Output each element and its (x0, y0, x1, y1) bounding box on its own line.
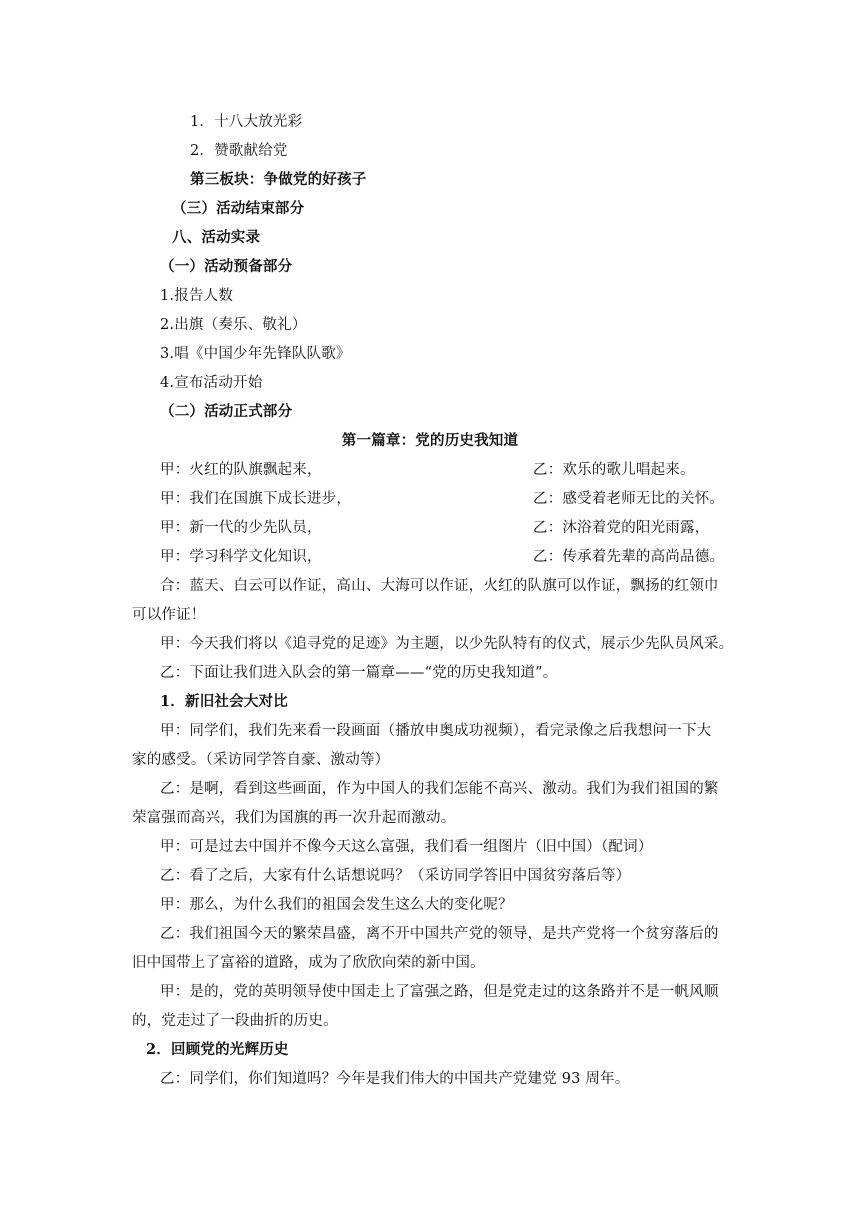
part-heading: （二）活动正式部分 (160, 403, 293, 420)
subsection-heading: 2．回顾党的光辉历史 (146, 1041, 289, 1058)
paragraph-line: 乙：同学们，你们知道吗？今年是我们伟大的中国共产党建党 93 周年。 (160, 1071, 630, 1087)
chapter-title: 第一篇章：党的历史我知道 (341, 432, 519, 449)
list-item: 1.报告人数 (160, 288, 234, 304)
paragraph-line: 可以作证！ (132, 607, 206, 623)
dialog-right: 乙：感受着老师无比的关怀。 (533, 491, 725, 507)
list-item: 2．赞歌献给党 (190, 143, 288, 159)
dialog-left: 甲：火红的队旗飘起来， (160, 462, 322, 478)
paragraph-line: 乙：下面让我们进入队会的第一篇章——“党的历史我知道”。 (160, 665, 558, 681)
paragraph-line: 家的感受。（采访同学答自豪、激动等） (132, 752, 390, 768)
paragraph-line: 甲：今天我们将以《追寻党的足迹》为主题，以少先队特有的仪式，展示少先队员风采。 (160, 636, 734, 652)
subsection-heading: 1．新旧社会大对比 (160, 693, 288, 710)
dialog-row (160, 518, 720, 538)
list-item: 3.唱《中国少年先锋队队歌》 (160, 346, 351, 362)
paragraph-line: 乙：是啊，看到这些画面，作为中国人的我们怎能不高兴、激动。我们为我们祖国的繁 (160, 781, 719, 797)
chapter-heading: 八、活动实录 (172, 229, 261, 246)
paragraph-line: 乙：看了之后，大家有什么话想说吗？（采访同学答旧中国贫穷落后等） (160, 868, 631, 884)
dialog-left: 甲：新一代的少先队员， (160, 520, 322, 536)
paragraph-line: 合：蓝天、白云可以作证，高山、大海可以作证，火红的队旗可以作证，飘扬的红领巾 (160, 578, 719, 594)
list-item: 1．十八大放光彩 (190, 114, 303, 130)
dialog-left: 甲：我们在国旗下成长进步， (160, 491, 352, 507)
dialog-left: 甲：学习科学文化知识， (160, 549, 322, 565)
list-item: 4.宣布活动开始 (160, 375, 263, 391)
paragraph-line: 甲：是的，党的英明领导使中国走上了富强之路，但是党走过的这条路并不是一帆风顺 (160, 984, 719, 1000)
dialog-right: 乙：欢乐的歌儿唱起来。 (533, 462, 695, 478)
dialog-right: 乙：传承着先辈的高尚品德。 (533, 549, 725, 565)
dialog-row (160, 489, 725, 509)
section-heading: 第三板块：争做党的好孩子 (190, 171, 367, 188)
paragraph-line: 乙：我们祖国今天的繁荣昌盛，离不开中国共产党的领导，是共产党将一个贫穷落后的 (160, 926, 719, 942)
paragraph-line: 旧中国带上了富裕的道路，成为了欣欣向荣的新中国。 (132, 955, 485, 971)
paragraph-line: 甲：同学们，我们先来看一段画面（播放申奥成功视频），看完录像之后我想问一下大 (160, 723, 712, 739)
part-heading: （三）活动结束部分 (172, 200, 305, 217)
paragraph-line: 荣富强而高兴，我们为国旗的再一次升起而激动。 (132, 810, 456, 826)
paragraph-line: 的，党走过了一段曲折的历史。 (132, 1013, 338, 1029)
dialog-right: 乙：沐浴着党的阳光雨露， (533, 520, 710, 536)
list-item: 2.出旗（奏乐、敬礼） (160, 317, 307, 333)
dialog-row (160, 460, 720, 480)
part-heading: （一）活动预备部分 (160, 258, 293, 275)
paragraph-line: 甲：那么，为什么我们的祖国会发生这么大的变化呢？ (160, 897, 513, 913)
dialog-row (160, 547, 725, 567)
paragraph-line: 甲：可是过去中国并不像今天这么富强，我们看一组图片（旧中国）（配词） (160, 839, 653, 855)
